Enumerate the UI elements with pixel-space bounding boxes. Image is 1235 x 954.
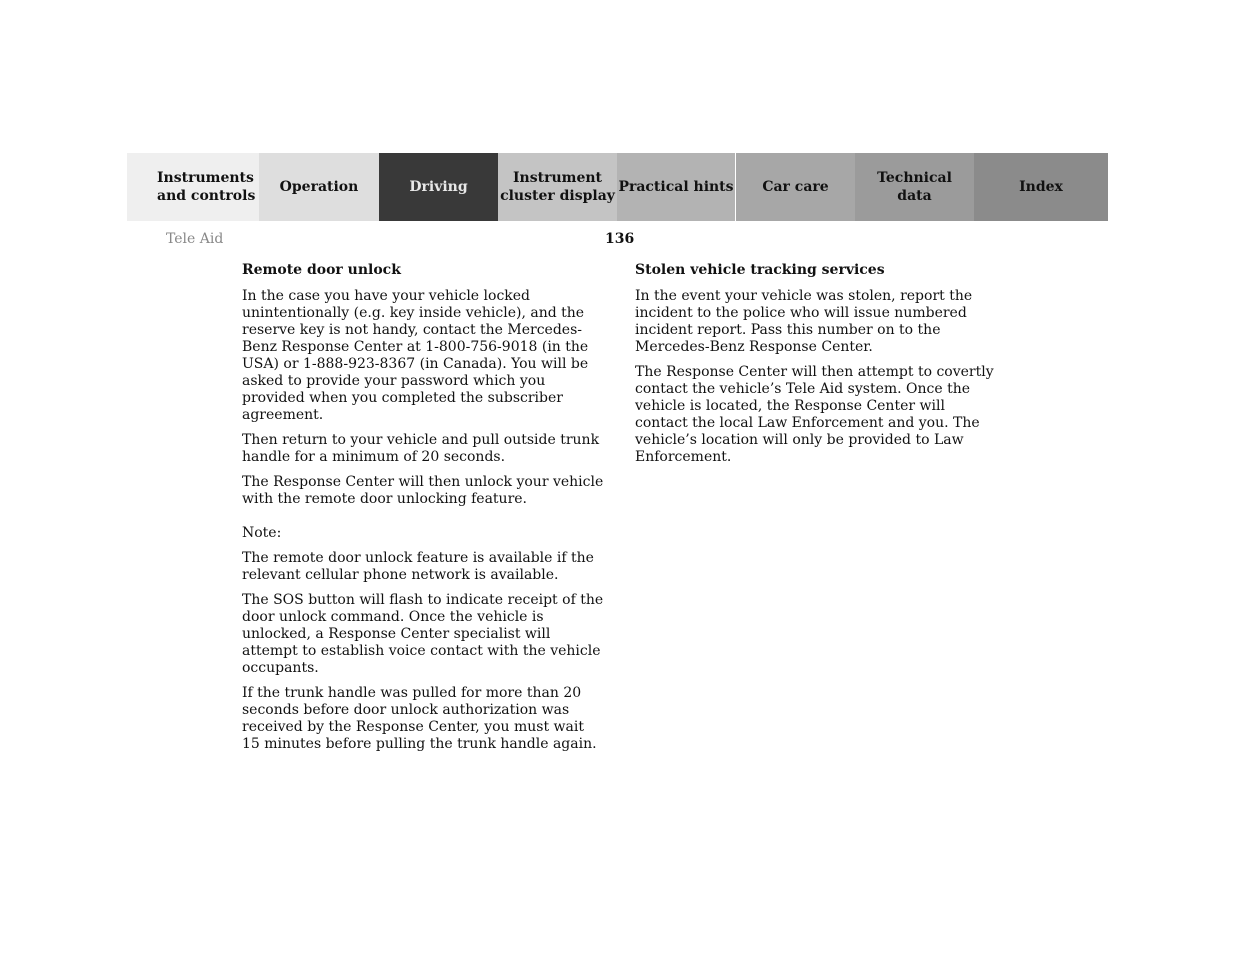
paragraph: The Response Center will then attempt to covertly contact the vehicle’s Tele Aid system. Once the vehicle is located, the Response Center will contact the local Law Enforcement and you. The vehicle’s location will only be provided to Law Enforcement. xyxy=(635,364,994,465)
tab-index[interactable]: Index xyxy=(974,153,1108,221)
section-label: Tele Aid xyxy=(166,231,224,247)
tab-technical-data[interactable]: Technical data xyxy=(855,153,974,221)
tab-operation[interactable]: Operation xyxy=(259,153,379,221)
paragraph: The Response Center will then unlock your vehicle with the remote door unlocking feature. xyxy=(242,474,604,507)
note-paragraph: The remote door unlock feature is available if the relevant cellular phone network is available. xyxy=(242,550,594,583)
tab-car-care[interactable]: Car care xyxy=(736,153,855,221)
paragraph: In the event your vehicle was stolen, report the incident to the police who will issue numbered incident report. Pass this number on to the Mercedes-Benz Response Center. xyxy=(635,288,973,355)
paragraph: In the case you have your vehicle locked unintentionally (e.g. key inside vehicle), and the reserve key is not handy, contact the Mercedes-Benz Response Center at 1-800-756-9018 (in the USA) or 1-888-923-8367 (in Canada). You will be asked to provide your password which you provided when you completed the subscriber agreement. xyxy=(242,288,589,423)
tab-instruments-and-controls[interactable]: Instruments and controls xyxy=(127,153,259,221)
note-label: Note: xyxy=(242,525,282,541)
page-number: 136 xyxy=(605,231,635,247)
section-heading: Stolen vehicle tracking services xyxy=(635,262,885,278)
remote-door-unlock-section xyxy=(242,262,604,761)
note-paragraph: If the trunk handle was pulled for more than 20 seconds before door unlock authorization was received by the Response Center, you must wait 15 minutes before pulling the trunk handle again. xyxy=(242,685,597,752)
tab-practical-hints[interactable]: Practical hints xyxy=(617,153,736,221)
note-paragraph: The SOS button will flash to indicate receipt of the door unlock command. Once the vehicle is unlocked, a Response Center specialist will attempt to establish voice contact with the vehicle occupants. xyxy=(242,592,604,676)
paragraph: Then return to your vehicle and pull outside trunk handle for a minimum of 20 seconds. xyxy=(242,432,600,465)
stolen-vehicle-tracking-section xyxy=(635,262,997,474)
tab-instrument-cluster-display[interactable]: Instrument cluster display xyxy=(498,153,617,221)
chapter-tab-bar xyxy=(127,153,1108,221)
section-heading: Remote door unlock xyxy=(242,262,401,278)
tab-driving[interactable]: Driving xyxy=(379,153,498,221)
